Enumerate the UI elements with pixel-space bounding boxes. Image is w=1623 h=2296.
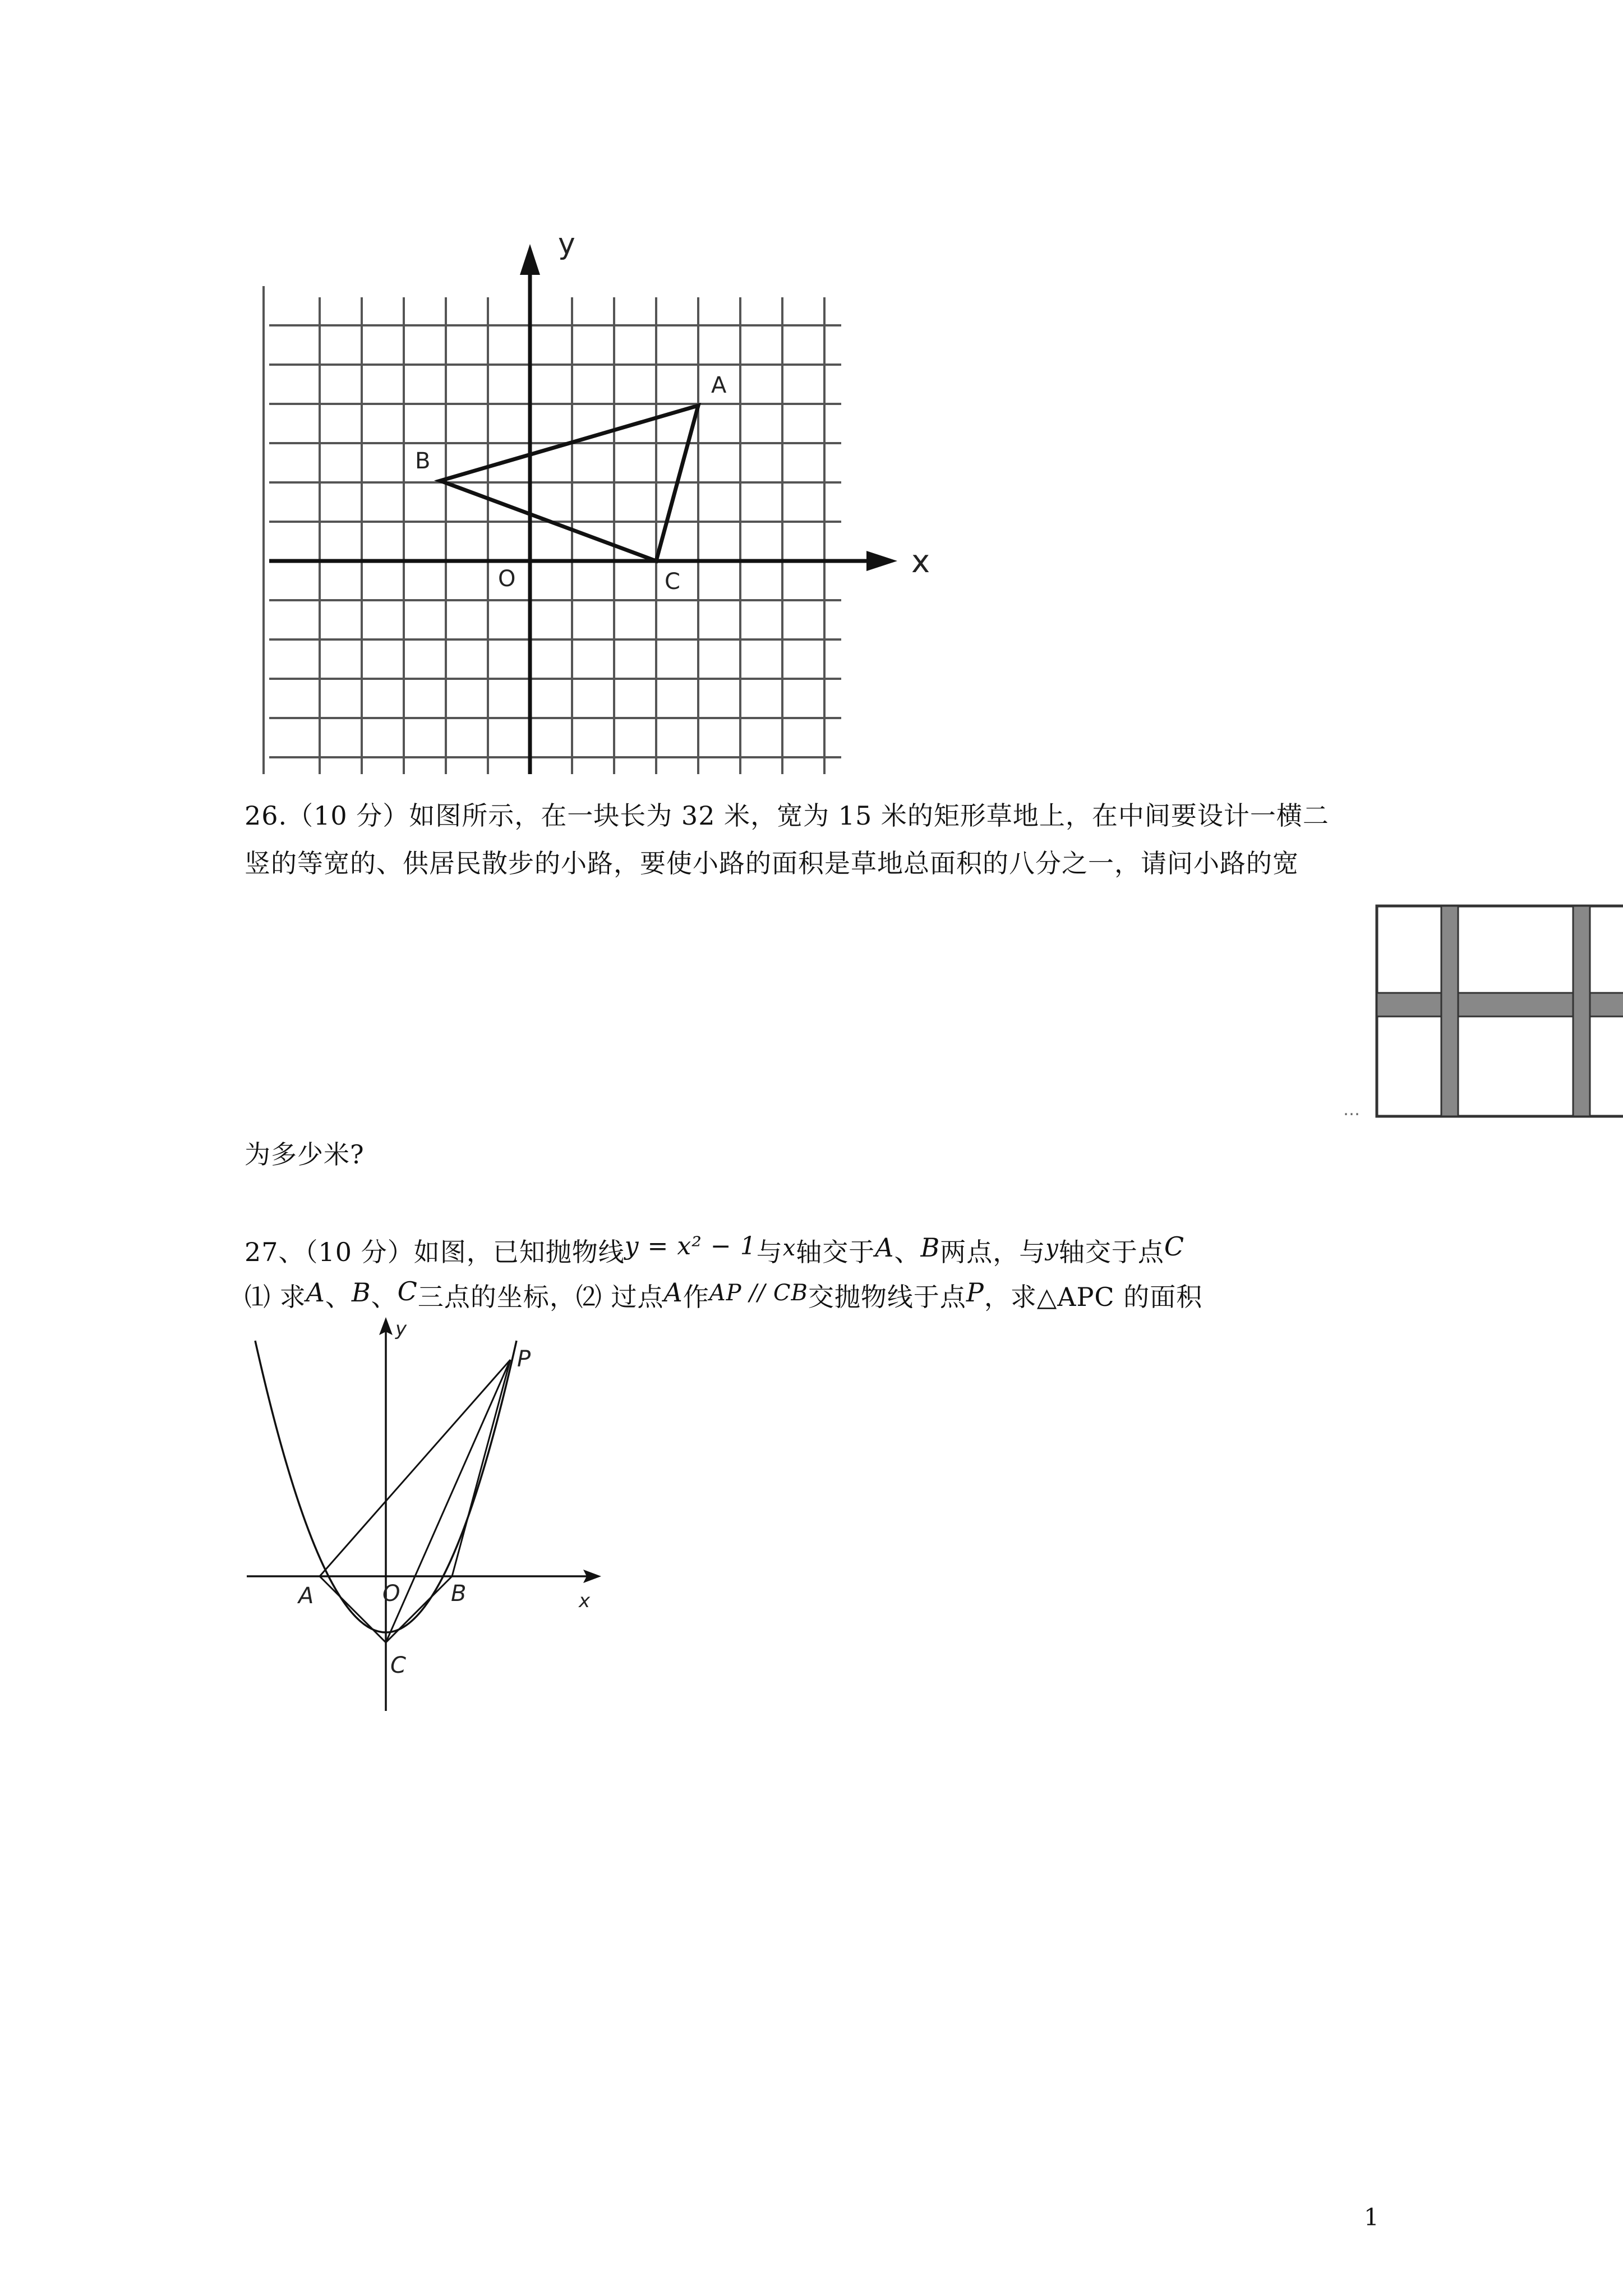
point-c: C bbox=[1164, 1231, 1185, 1262]
y-axis-arrow bbox=[520, 244, 540, 275]
l2-sep-2: 、 bbox=[371, 1282, 398, 1312]
point-a-label: A bbox=[298, 1583, 314, 1609]
x-axis-arrow bbox=[866, 551, 897, 571]
q26-line-1: 26.（10 分）如图所示，在一块长为 32 米，宽为 15 米的矩形草地上，在中间要设计一横二 bbox=[245, 800, 1329, 831]
y-axis-label: y bbox=[558, 227, 575, 261]
l2-point-a2: A bbox=[663, 1277, 683, 1308]
segment-ca bbox=[320, 1576, 386, 1642]
l2-point-p: P bbox=[966, 1277, 984, 1308]
parallel-expression: AP // CB bbox=[709, 1280, 808, 1306]
point-a: A bbox=[875, 1232, 895, 1263]
point-c-label: C bbox=[665, 569, 680, 595]
q27-text-yu: 与 bbox=[756, 1237, 783, 1267]
figure-ellipsis: … bbox=[1343, 1100, 1360, 1120]
l2-sep-1: 、 bbox=[325, 1282, 352, 1312]
lawn-paths-figure bbox=[1324, 898, 1623, 1128]
q27-sep: 、 bbox=[894, 1237, 921, 1267]
q27-text-zuo: 作 bbox=[683, 1282, 709, 1312]
x-axis-label: x bbox=[579, 1590, 591, 1612]
origin-label: O bbox=[498, 566, 516, 592]
y-axis-label: y bbox=[395, 1318, 407, 1340]
q26-line-2: 竖的等宽的、供居民散步的小路，要使小路的面积是草地总面积的八分之一，请问小路的宽 bbox=[245, 848, 1299, 878]
q27-part1: ⑴ 求 bbox=[245, 1282, 306, 1312]
q27-line-1 bbox=[245, 1232, 1184, 1269]
var-x: x bbox=[782, 1235, 796, 1261]
q27-text-jiao: 交抛物线于点 bbox=[808, 1282, 966, 1312]
parabola-figure bbox=[236, 1313, 617, 1717]
origin-label: O bbox=[382, 1581, 400, 1607]
coordinate-grid-figure bbox=[258, 219, 942, 780]
x-axis-label: x bbox=[911, 544, 930, 580]
point-b-label: B bbox=[415, 448, 431, 474]
vertical-path-2 bbox=[1573, 906, 1590, 1116]
l2-point-b: B bbox=[351, 1277, 371, 1308]
q27-line-2 bbox=[245, 1277, 1202, 1314]
q27-part2: 三点的坐标，⑵ 过点 bbox=[417, 1282, 664, 1312]
point-b: B bbox=[920, 1232, 940, 1263]
q27-text-two-points: 两点，与 bbox=[940, 1237, 1046, 1267]
q27-text-area: ，求△APC 的面积 bbox=[984, 1282, 1203, 1312]
vertical-path-1 bbox=[1441, 906, 1458, 1116]
point-a-label: A bbox=[711, 372, 727, 398]
q26-line-3: 为多少米? bbox=[245, 1139, 365, 1170]
l2-point-a: A bbox=[306, 1277, 325, 1308]
page-number: 1 bbox=[1364, 2203, 1380, 2231]
grid-lines bbox=[264, 286, 841, 774]
point-b-label: B bbox=[451, 1581, 467, 1607]
q27-intro: 27、（10 分）如图，已知抛物线 bbox=[245, 1237, 625, 1267]
parabola-equation: y = x² − 1 bbox=[624, 1232, 757, 1260]
l2-point-c: C bbox=[397, 1276, 418, 1306]
q27-text-intersect: 轴交于点 bbox=[1058, 1237, 1164, 1267]
point-p-label: P bbox=[517, 1346, 531, 1372]
var-y: y bbox=[1045, 1235, 1059, 1261]
point-c-label: C bbox=[390, 1653, 406, 1678]
q27-text-axis: 轴交于 bbox=[796, 1237, 875, 1267]
segment-cp bbox=[386, 1360, 510, 1642]
